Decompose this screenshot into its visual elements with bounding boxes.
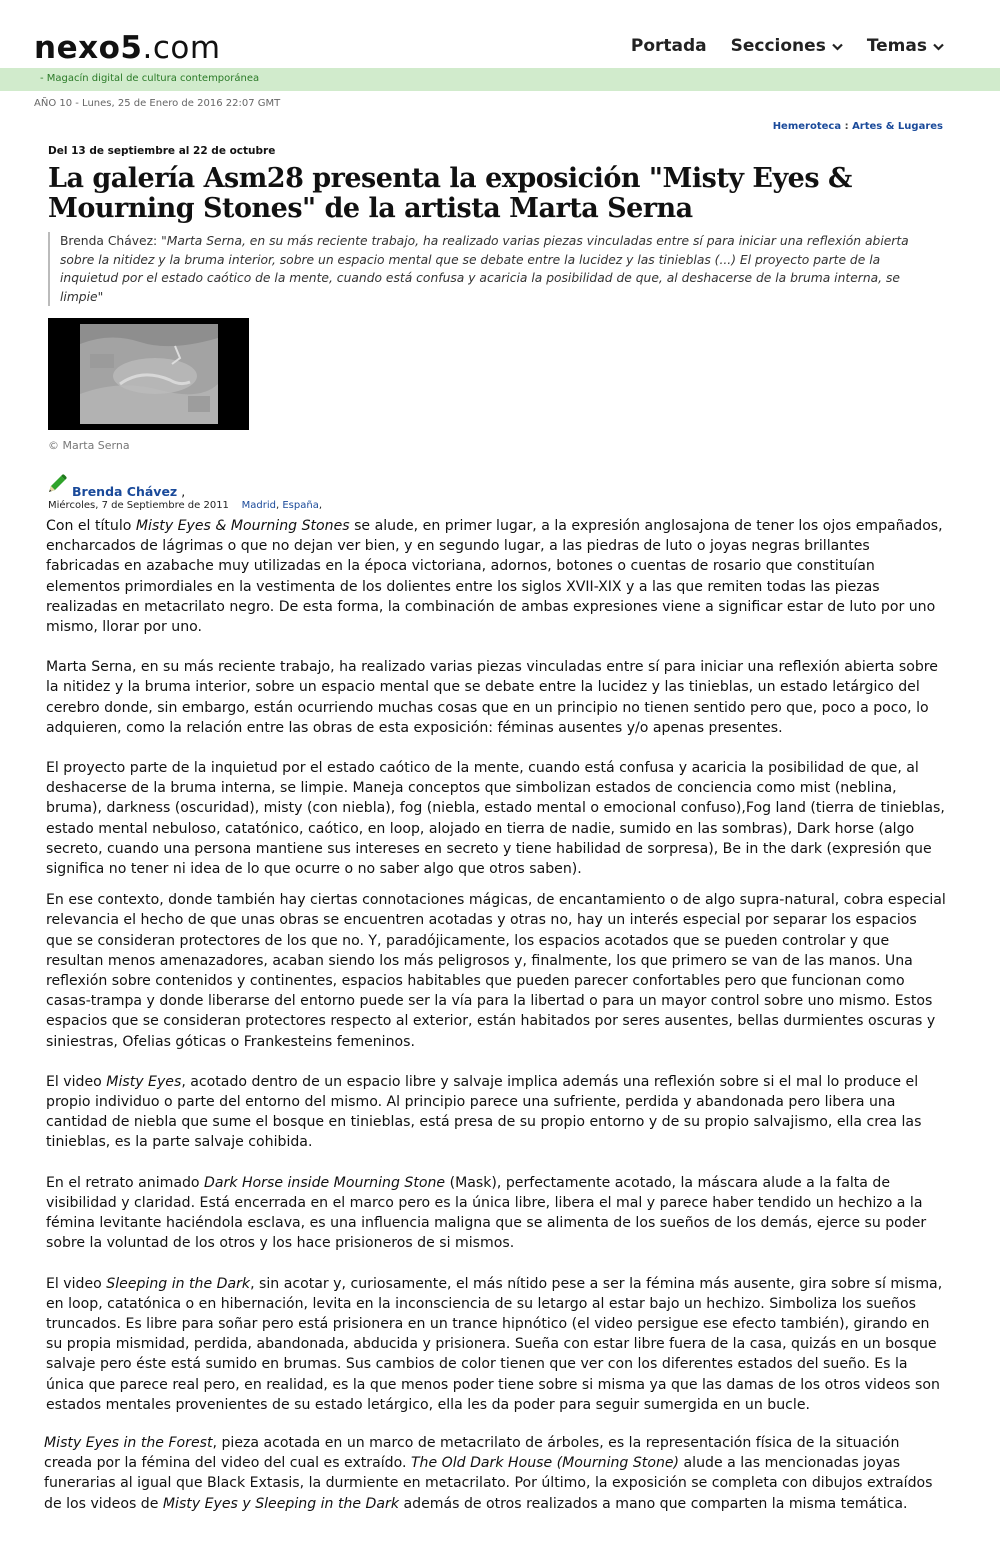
text: El video (46, 1073, 107, 1090)
text: El video (46, 1275, 107, 1292)
nav-label: Temas (866, 36, 927, 56)
text: (Mask), perfectamente acotado, la máscara alude a la falta de visibilidad y claridad. Está encerrada en el marco pero es la única libre, libera el mal y parece haber tendido un hechizo a la fémina levitante haciéndola esclava, es una influencia maligna que se alimenta de los sueños de los demás, ejerce su poder sobre la voluntad de los otros y los hace prisioneros de si mismos. (46, 1174, 927, 1252)
article-title: La galería Asm28 presenta la exposición "Misty Eyes & Mourning Stones" de la artista Marta Serna (48, 163, 852, 224)
lead-close: " (97, 289, 104, 304)
author-byline (46, 473, 185, 499)
place-city-link[interactable]: Madrid (241, 500, 276, 511)
text: , pieza acotada en un marco de metacrilato de árboles, es la representación física de la situación creada por la fémina del video del cual es extraído. (44, 1434, 900, 1472)
lead-author: Brenda Chávez: " (60, 234, 167, 248)
image-credit: © Marta Serna (48, 439, 130, 452)
work-title: Sleeping in the Dark (106, 1275, 251, 1292)
nav-item-portada[interactable] (631, 36, 707, 56)
breadcrumb (773, 121, 943, 132)
meta-comma: , (276, 500, 283, 511)
paragraph-4: En ese contexto, donde también hay ciertas connotaciones mágicas, de encantamiento o de algo supra-natural, cobra especial relevancia el hecho de que unas obras se encuentren acotadas y otras no, hay un interés especial por separar los espacios que se consideran protectores de los que no. Y, paradójicamente, los espacios acotados que se pueden controlar y que resultan menos amenazadores, acaban siendo los más peligrosos y, finalmente, los que primero se van de las manos. Una reflexión sobre contenidos y continentes, espacios habitables que pueden parecer confortables pero que funcionan como casas-trampa y donde liberarse del entorno puede ser la vía para la libertad o para un mayor control sobre uno mismo. Estos espacios que se consideran protectores respecto al exterior, están habitados por seres ausentes, bellas durmientes oscuras y siniestras, Ofelias góticas o Frankesteins femeninos. (46, 892, 946, 1050)
chevron-down-icon (832, 40, 843, 54)
main-nav (631, 36, 944, 56)
article-date: Miércoles, 7 de Septiembre de 2011 (48, 500, 229, 511)
work-title: Misty Eyes (106, 1073, 182, 1090)
author-comma: , (181, 484, 186, 499)
nav-item-secciones[interactable] (731, 36, 843, 56)
paragraph-5 (46, 1072, 946, 1153)
text: alude a las mencionadas joyas funerarias al igual que Black Extasis, la durmiente en metacrilato. Por último, la exposición se completa con dibujos extraídos de los videos de (44, 1455, 933, 1512)
breadcrumb-hemeroteca[interactable]: Hemeroteca (772, 121, 842, 132)
place-country-link[interactable]: España (282, 500, 319, 511)
video-still (80, 324, 218, 424)
text: además de otros realizados a mano que comparten la misma temática. (399, 1495, 908, 1512)
work-title: Misty Eyes & Mourning Stones (135, 518, 350, 534)
logo-main: nexo5 (34, 30, 143, 66)
text: En el retrato animado (46, 1174, 205, 1191)
work-title: The Old Dark House (Mourning Stone) (410, 1455, 680, 1472)
nav-label: Secciones (730, 36, 826, 56)
edition-dateline: AÑO 10 - Lunes, 25 de Enero de 2016 22:07 GMT (34, 98, 281, 109)
article-meta (48, 500, 322, 511)
nav-item-temas[interactable] (867, 36, 944, 56)
site-logo[interactable] (34, 30, 221, 66)
paragraph-7 (46, 1274, 946, 1415)
article-image[interactable] (48, 318, 249, 430)
paragraph-8 (44, 1433, 946, 1514)
text: , acotado dentro de un espacio libre y salvaje implica además una reflexión sobre si el mal lo produce el propio individuo o parte del entorno del mismo. Al principio parece una sufriente, perdida y abandonada pero libera una cantidad de niebla que sume el bosque en tinieblas, está presa de su propio entorno y de su propio salvajismo, ella crea las tinieblas, es la parte salvaje cohibida. (46, 1073, 922, 1151)
text: , sin acotar y, curiosamente, el más nítido pese a ser la fémina más ausente, gira sobre sí misma, en loop, catatónica o en hibernación, levita en la inconsciencia de su letargo al estar bajo un hechizo. Simboliza los sueños truncados. Es libre para soñar pero está prisionera en un trance hipnótico (el video persigue ese efecto también), girando en su propia mismidad, perdida, abandonada, abducida y prisionera. Sueña con estar libre fuera de la casa, quizás en un bosque salvaje pero éste está sumido en brumas. Sus cambios de color tienen que ver con los diferentes estados del sueño. Es la única que parece real pero, en realidad, es la que menos poder tiene sobre si misma ya que las damas de los otros videos son estados mentales provenientes de su estado letárgico, ella les da poder para seguir sumergida en un bucle. (46, 1275, 943, 1413)
paragraph-2: Marta Serna, en su más reciente trabajo, ha realizado varias piezas vinculadas entre sí para iniciar una reflexión abierta sobre la nitidez y la bruma interior, sobre un espacio mental que se debate entre la lucidez y las tinieblas, un estado letárgico del cerebro donde, sin embargo, están ocurriendo muchas cosas que en un principio no tienen sentido pero que, poco a poco, lo adquieren, como la relación entre las obras de esta exposición: féminas ausentes y/o apenas presentes. (46, 659, 938, 736)
site-tagline: - Magacín digital de cultura contemporánea (40, 73, 260, 84)
breadcrumb-separator: : (841, 121, 853, 132)
site-header (0, 0, 1000, 68)
breadcrumb-category[interactable]: Artes & Lugares (852, 121, 943, 132)
article-body (46, 516, 946, 1514)
text: se alude, en primer lugar, a la expresión anglosajona de tener los ojos empañados, encharcados de lágrimas o que no dejan ver bien, y en segundo lugar, a las piedras de luto o joyas negras brillantes fabricadas en azabache muy utilizadas en la época victoriana, adornos, botones o cuentas de rosario que constituían elementos primordiales en la vestimenta de los dolientes entre los siglos XVII-XIX y a las que remiten todas las piezas realizadas en metacrilato negro. De esta forma, la combinación de ambas expresiones viene a significar estar de luto por uno mismo, llorar por uno. (46, 518, 943, 636)
work-title: Misty Eyes in the Forest (44, 1434, 213, 1451)
logo-suffix: .com (142, 30, 221, 66)
lead-quote: Marta Serna, en su más reciente trabajo, ha realizado varias piezas vinculadas entre sí para iniciar una reflexión abierta sobre la nitidez y la bruma interior, sobre un espacio mental que se debate entre la lucidez y las tinieblas (...) El proyecto parte de la inquietud por el estado caótico de la mente, cuando está confusa y acaricia la posibilidad de que, al deshacerse de la bruma interna, se limpie (60, 234, 909, 304)
nav-label: Portada (630, 36, 707, 56)
chevron-down-icon (933, 40, 944, 54)
article-lead (48, 232, 942, 306)
paragraph-1 (46, 516, 946, 637)
article-kicker: Del 13 de septiembre al 22 de octubre (48, 145, 276, 157)
text: Con el título (46, 518, 136, 534)
paragraph-6 (46, 1173, 946, 1254)
tagline-band (0, 68, 1000, 91)
paragraph-3: El proyecto parte de la inquietud por el estado caótico de la mente, cuando está confusa y acaricia la posibilidad de que, al deshacerse de la bruma interna, se limpie. Maneja conceptos que simbolizan estados de conciencia como mist (neblina, bruma), darkness (oscuridad), misty (con niebla), fog (niebla, estado mental o emocional confuso),Fog land (tierra de tinieblas, estado mental nebuloso, catatónico, caótico, en loop, alojado en tierra de nadie, sumido en las sombras), Dark horse (algo secreto, cuando una persona mantiene sus intereses en secreto y tiene habilidad de sorpresa), Be in the dark (expresión que significa no tener ni idea de lo que ocurre o no saber algo que otros saben). (46, 760, 945, 878)
author-name[interactable]: Brenda Chávez (72, 484, 178, 499)
work-title: Dark Horse inside Mourning Stone (204, 1174, 446, 1191)
pencil-icon (46, 473, 68, 499)
meta-comma: , (318, 500, 323, 511)
work-title: Misty Eyes y Sleeping in the Dark (162, 1495, 400, 1512)
